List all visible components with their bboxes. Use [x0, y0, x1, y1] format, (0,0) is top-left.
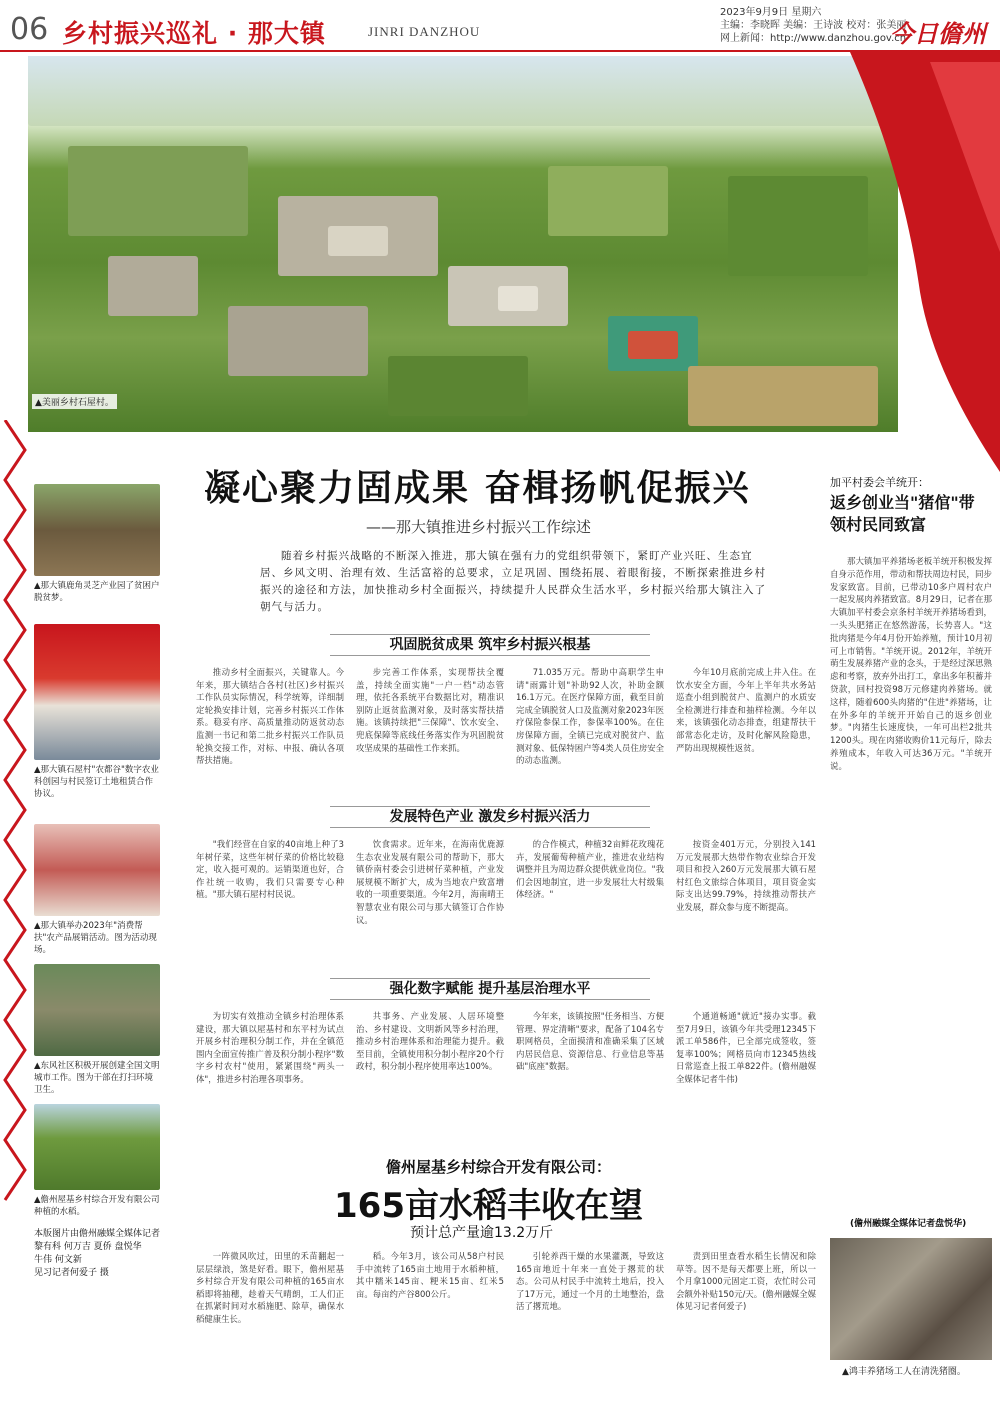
section2-col4: 按资金401万元，分别投入141万元发展那大热带作物农业综合开发项目和投入260万元发展那大镇石屋村红色文旅综合体项目，项目资金实际支出达99.79%，持续推动帮扶产业发展，群众参与度不断提高。 [676, 839, 816, 912]
sidebar-photo-5 [34, 1104, 160, 1218]
sidebar-caption-2: ▲那大镇石屋村"农都谷"数字农业科创园与村民签订土地租赁合作协议。 [34, 765, 159, 799]
rice-company: 儋州屋基乡村综合开发有限公司： [386, 1158, 612, 1176]
sidebar-caption-3: ▲那大镇举办2023年"消费帮扶"农产品展销活动。图为活动现场。 [34, 921, 157, 955]
sidebar-photo-2 [34, 624, 160, 800]
photo-credit [34, 1228, 160, 1280]
sidebar-photo-3 [34, 824, 160, 956]
section3-col2: 共事务、产业发展、人居环境整治、乡村建设、文明新风等乡村治理，推动乡村治理体系和治理能力提升。截至目前，全镇使用积分制小程序20个行政村，积分制小程序使用率达100%。 [356, 1011, 504, 1072]
section-heading-1: 巩固脱贫成果 筑牢乡村振兴根基 [330, 634, 650, 656]
left-ribbon-decoration [0, 420, 30, 1220]
cleanup-photo [34, 964, 160, 1056]
right-article-title: 返乡创业当"猪倌"带领村民同致富 [830, 493, 975, 534]
issue-web[interactable]: 网上新闻：http://www.danzhou.gov.cn [720, 33, 907, 44]
section-heading-3: 强化数字赋能 提升基层治理水平 [330, 978, 650, 1000]
hero-photo [28, 56, 898, 432]
section1-col4: 今年10月底前完成上井入住。在饮水安全方面，今年上半年共水务站巡查小组到脱贫户、监测户的水质安全检测进行排查和抽样检测。今年以来，该镇强化动态排查，组建帮扶干部常态化走访，及时化解风险隐患，严防出现规模性返贫。 [676, 667, 816, 753]
sidebar-caption-4: ▲东风社区积极开展创建全国文明城市工作。图为干部在打扫环境卫生。 [34, 1061, 160, 1095]
rice-col2: 稻。今年3月，该公司从58户村民手中流转了165亩土地用于水稻种植，其中糯米145亩、粳米15亩、红米5亩。每亩约产谷800公斤。 [356, 1251, 504, 1299]
rice-photo [34, 1104, 160, 1190]
section1-col1: 推动乡村全面振兴，关键靠人。今年来，那大镇结合各村(社区)乡村振兴工作队员实际情况，科学统筹，详细制定轮换安排计划，完善乡村振兴工作体系。稳妥有序、高质量推动防返贫动态监测一书记和第二批乡村振兴工作队员轮换交接工作，对标、申报、确认各项帮扶措施。 [196, 667, 344, 766]
issue-date: 2023年9月9日 星期六 [720, 7, 822, 18]
issue-staff: 主编：李晓晖 美编：王诗波 校对：张美丽 [720, 20, 907, 31]
right-article-byline: (儋州融媒全媒体记者盘悦华) [850, 1219, 967, 1229]
masthead-logo: 今日儋州 [890, 20, 986, 48]
rice-col3: 引轮养西干燥的水果灌溉，导致这165亩地近十年来一直处于撂荒的状态。公司从村民手中流转土地后，投入了17万元，通过一个月的土地整治，盘活了撂荒地。 [516, 1251, 664, 1312]
issue-meta [720, 6, 906, 45]
deer-photo [34, 484, 160, 576]
pig-farm-caption: ▲鸿丰养猪场工人在清洗猪圈。 [842, 1367, 966, 1377]
sidebar-photo-4 [34, 964, 160, 1096]
credit-line-1: 本版图片由儋州融媒全媒体记者 [34, 1229, 161, 1239]
section1-col3: 71.035万元。帮助中高职学生申请"雨露计划"补助92人次，补助金额16.1万元。在医疗保障方面，截至目前完成全镇脱贫人口及监测对象2023年医疗保险参保工作，参保率100%。在住房保障方面，全镇已完成对脱贫户、监测对象、低保特困户等4类人员住房安全的动态监测。 [516, 667, 664, 766]
section3-col4: 个通道畅通"就近"接办实事。截至7月9日，该镇今年共受理12345下派工单586件，已全部完成签收，签复率100%；网格员向市12345热线日常巡查上报工单822件。(儋州融媒全媒体记者牛伟) [676, 1011, 816, 1084]
rice-col4: 责到田里查看水稻生长情况和除草等。因不是每天都要上班，所以一个月拿1000元固定工资，农忙时公司会额外补贴150元/天。(儋州融媒全媒体见习记者何爱子) [676, 1251, 816, 1312]
article-title: 凝心聚力固成果 奋楫扬帆促振兴 [204, 468, 751, 509]
section2-col2: 饮食需求。近年来，在海南优鹿源生态农业发展有限公司的帮助下，那大镇侨南村委会引进树仔菜种植，产业发展规模不断扩大，成为当地农户致富增收的一项重要渠道。今年2月，海南晴王智慧农业有限公司与那大镇签订合作协议。 [356, 839, 504, 925]
section1-col2: 步完善工作体系，实现帮扶全覆盖，持续全面实施"一户一档"动态管理，依托各系统平台数据比对，精准识别防止返贫监测对象，及时落实帮扶措施。该镇持续把"三保障"、饮水安全、兜底保障等底线任务落实作为巩固脱贫攻坚成果的基础性工作来抓。 [356, 667, 504, 753]
sidebar-caption-5: ▲儋州屋基乡村综合开发有限公司种植的水稻。 [34, 1195, 160, 1217]
credit-line-2: 黎有科 何万吉 夏侨 盘悦华 [34, 1242, 142, 1252]
credit-line-4: 见习记者何爱子 摄 [34, 1268, 109, 1278]
section3-col3: 今年来，该镇按照"任务相当、方便管理、界定清晰"要求，配备了104名专职网格员，全面摸清和准确采集了区域内居民信息、资源信息、行业信息等基础"底座"数据。 [516, 1011, 664, 1072]
pig-farm-photo [830, 1238, 992, 1360]
market-photo [34, 824, 160, 916]
section-label: JINRI DANZHOU [368, 24, 481, 39]
right-article-body: 那大镇加平养猪场老板羊统开积极发挥自身示范作用，带动和帮扶周边村民，同步发家致富。目前，已带动10多户周村农户一起发展肉养猪致富。8月29日，记者在那大镇加平村委会京条村羊统开养猪场看到，一头头肥猪正在悠然游荡，长势喜人。"这批肉猪是今年4月份开始养殖，预计10月初可上市销售。"羊统开说。2012年，羊统开萌生发展养猪产业的念头，于是经过深思熟虑和考察，放弃外出打工，拿出多年积蓄并贷款，回村投资98万元修建肉养猪场。就这样，随着600头肉猪的"住进"养猪场，让在外多年的羊统开开始自己的返乡创业梦。"肉猪生长速度快，一年可出栏2批共1200头。现在肉猪收购价11元每斤，除去养殖成本，年收入可达36万元。"羊统开说。 [830, 557, 992, 772]
rice-col1: 一阵微风吹过，田里的禾苗翻起一层层绿浪，煞是好看。眼下，儋州屋基乡村综合开发有限公司种植的165亩水稻即将抽穗，趁着天气晴朗，工人们正在抓紧时间对水稻施肥、除草，确保水稻健康生长。 [196, 1251, 344, 1324]
sidebar-caption-1: ▲那大镇鹿角灵芝产业园了贫困户脱贫梦。 [34, 581, 160, 603]
right-article-kicker: 加平村委会羊统开： [830, 476, 929, 489]
article-subtitle: ——那大镇推进乡村振兴工作综述 [366, 518, 592, 536]
hero-caption: ▲美丽乡村石屋村。 [32, 394, 117, 409]
rice-headline: 165亩水稻丰收在望 [334, 1186, 643, 1226]
section2-col1: "我们经营在自家的40亩地上种了3年树仔菜，这些年树仔菜的价格比较稳定，收入挺可观的。运销渠道也好，合作社统一收购，我们只需要专心种植。"那大镇石屋村村民说。 [196, 839, 344, 900]
page-header [0, 0, 1000, 52]
credit-line-3: 牛伟 何文新 [34, 1255, 82, 1265]
rice-subhead: 预计总产量逾13.2万斤 [410, 1225, 554, 1241]
section3-col1: 为切实有效推动全镇乡村治理体系建设，那大镇以屋基村和东平村为试点开展乡村治理积分制工作，并在全镇范围内全面宣传推广普及积分制小程序"数字乡村农村"使用，紧紧围绕"两头一体"，推进乡村治理各项事务。 [196, 1011, 344, 1084]
page-number: 06 [10, 12, 49, 47]
signing-photo [34, 624, 160, 760]
page-title: 乡村振兴巡礼 · 那大镇 [62, 19, 326, 48]
section-heading-2: 发展特色产业 激发乡村振兴活力 [330, 806, 650, 828]
article-lead: 随着乡村振兴战略的不断深入推进，那大镇在强有力的党组织带领下，紧盯产业兴旺、生态宜居、乡风文明、治理有效、生活富裕的总要求，立足巩固、围绕拓展、着眼衔接，不断探索推进乡村振兴的途径和方法，加快推动乡村全面振兴，持续提升人民群众生活水平，乡村振兴给那大镇注入了朝气与活力。 [260, 550, 766, 613]
section2-col3: 的合作模式，种植32亩鲜花玫瑰花卉，发展葡萄种植产业，推进农业结构调整并且为周边群众提供就业岗位。"我们会因地制宜，进一步发展壮大村级集体经济。" [516, 839, 664, 900]
sidebar-photo-1 [34, 484, 160, 604]
